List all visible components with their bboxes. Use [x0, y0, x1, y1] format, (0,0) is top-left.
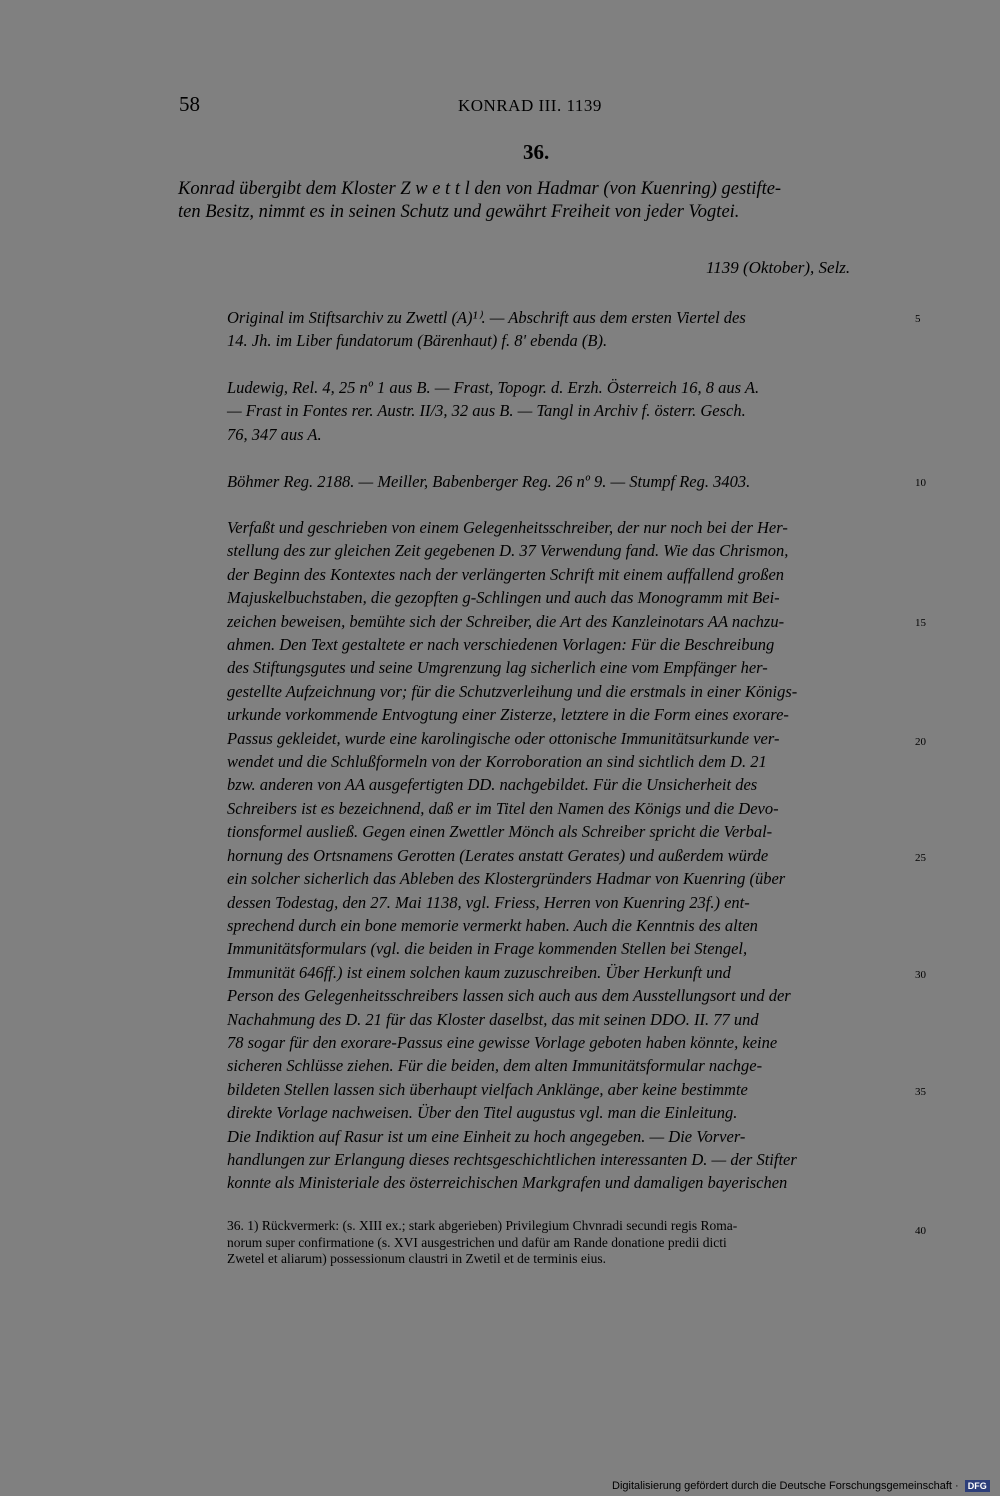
commentary-line: Passus gekleidet, wurde eine karolingische oder ottonische Immunitätsurkunde ver-	[227, 728, 780, 748]
commentary-line: Immunität 646ff.) ist einem solchen kaum zuzuschreiben. Über Herkunft und	[227, 962, 731, 982]
commentary-line: konnte als Ministeriale des österreichischen Markgrafen und damaligen bayerischen	[227, 1173, 788, 1193]
commentary-line: stellung des zur gleichen Zeit gegebenen D. 37 Verwendung fand. Wie das Chrismon,	[227, 541, 789, 561]
editions-paragraph	[227, 376, 907, 446]
commentary-line: der Beginn des Kontextes nach der verlängerten Schrift mit einem auffallend großen	[227, 564, 785, 584]
commentary-line: Verfaßt und geschrieben von einem Gelegenheitsschreiber, der nur noch bei der Her-	[227, 518, 788, 537]
page-number: 58	[179, 92, 200, 116]
line-number: 10	[915, 477, 926, 489]
commentary-line: handlungen zur Erlangung dieses rechtsgeschichtlichen interessanten D. — der Stifter	[227, 1149, 797, 1169]
footnote-line: norum super confirmatione (s. XVI ausgestrichen und dafür am Rande donatione predii dicti	[227, 1234, 727, 1250]
credit-text: Digitalisierung gefördert durch die Deutsche Forschungsgemeinschaft	[612, 1480, 952, 1492]
commentary-line: wendet und die Schlußformeln von der Korroboration an sind sichtlich dem D. 21	[227, 752, 767, 772]
line-number: 5	[915, 313, 921, 325]
document-number: 36.	[523, 140, 550, 164]
commentary-line: tionsformel ausließ. Gegen einen Zwettler Mönch als Schreiber spricht die Verbal-	[227, 822, 773, 842]
commentary-line: bzw. anderen von AA ausgefertigten DD. nachgebildet. Für die Unsicherheit des	[227, 775, 758, 795]
line-number: 25	[915, 852, 926, 864]
summary-line: ten Besitz, nimmt es in seinen Schutz und gewährt Freiheit von jeder Vogtei.	[178, 202, 740, 222]
footnote-line: Zwetel et aliarum) possessionum claustri in Zwetil et de terminis eius.	[227, 1251, 607, 1266]
commentary-line: ahmen. Den Text gestaltete er nach verschiedenen Vorlagen: Für die Beschreibung	[227, 635, 775, 655]
commentary-line: Nachahmung des D. 21 für das Kloster daselbst, das mit seinen DDO. II. 77 und	[227, 1009, 759, 1029]
editions-line: 76, 347 aus A.	[227, 424, 322, 444]
commentary-line: zeichen beweisen, bemühte sich der Schreiber, die Art des Kanzleinotars AA nachzu-	[227, 611, 785, 631]
commentary-line: ein solcher sicherlich das Ableben des Klostergründers Hadmar von Kuenring (über	[227, 869, 786, 889]
commentary-line: Die Indiktion auf Rasur ist um eine Einheit zu hoch angegeben. — Die Vorver-	[227, 1126, 746, 1146]
commentary-line: sicheren Schlüsse ziehen. Für die beiden, dem alten Immunitätsformular nachge-	[227, 1056, 763, 1076]
regesta-line: Böhmer Reg. 2188. — Meiller, Babenberger Reg. 26 nº 9. — Stumpf Reg. 3403.	[227, 472, 751, 491]
commentary-line: 78 sogar für den exorare-Passus eine gewisse Vorlage geboten haben könnte, keine	[227, 1032, 778, 1052]
line-number: 30	[915, 969, 926, 981]
commentary-line: sprechend durch ein bone memorie vermerkt haben. Auch die Kenntnis des alten	[227, 915, 758, 935]
running-title: KONRAD III. 1139	[458, 96, 602, 115]
summary	[178, 178, 894, 224]
regesta-paragraph	[227, 470, 907, 493]
line-number: 15	[915, 617, 926, 629]
commentary-line: des Stiftungsgutes und seine Umgrenzung lag sicherlich eine vom Empfänger her-	[227, 658, 768, 678]
commentary-paragraph	[227, 516, 907, 1195]
dfg-logo: DFG	[965, 1480, 990, 1492]
summary-line: Konrad übergibt dem Kloster Z w e t t l den von Hadmar (von Kuenring) gestifte-	[178, 179, 782, 199]
editions-line: — Frast in Fontes rer. Austr. II/3, 32 aus B. — Tangl in Archiv f. österr. Gesch.	[227, 401, 746, 421]
footnote-line: 36. 1) Rückvermerk: (s. XIII ex.; stark abgerieben) Privilegium Chvnradi secundi regis Roma-	[227, 1218, 738, 1233]
commentary-line: direkte Vorlage nachweisen. Über den Titel augustus vgl. man die Einleitung.	[227, 1103, 738, 1123]
commentary-line: Immunitätsformulars (vgl. die beiden in Frage kommenden Stellen bei Stengel,	[227, 939, 748, 959]
commentary-line: Majuskelbuchstaben, die gezopften g-Schlingen und auch das Monogramm mit Bei-	[227, 588, 780, 608]
commentary-line: hornung des Ortsnamens Gerotten (Lerates anstatt Gerates) und außerdem würde	[227, 845, 769, 865]
commentary-line: Person des Gelegenheitsschreibers lassen sich auch aus dem Ausstellungsort und der	[227, 986, 791, 1006]
commentary-line: urkunde vorkommende Entvogtung einer Zisterze, letztere in die Form eines exorare-	[227, 705, 789, 725]
tradition-line: Original im Stiftsarchiv zu Zwettl (A)¹⁾. — Abschrift aus dem ersten Viertel des	[227, 308, 746, 327]
commentary-line: bildeten Stellen lassen sich überhaupt vielfach Anklänge, aber keine bestimmte	[227, 1079, 748, 1099]
commentary-line: gestellte Aufzeichnung vor; für die Schutzverleihung und die erstmals in einer Königs-	[227, 681, 798, 701]
digitization-credit: Digitalisierung gefördert durch die Deutsche Forschungsgemeinschaft · DFG	[612, 1480, 990, 1492]
line-number: 40	[915, 1225, 926, 1237]
line-number: 35	[915, 1086, 926, 1098]
date-place: 1139 (Oktober), Selz.	[706, 258, 851, 277]
tradition-paragraph	[227, 306, 907, 353]
commentary-line: Schreibers ist es bezeichnend, daß er im Titel den Namen des Königs und die Devo-	[227, 798, 779, 818]
footnote	[227, 1218, 907, 1268]
line-number: 20	[915, 736, 926, 748]
tradition-line: 14. Jh. im Liber fundatorum (Bärenhaut) f. 8' ebenda (B).	[227, 331, 608, 351]
editions-line: Ludewig, Rel. 4, 25 nº 1 aus B. — Frast, Topogr. d. Erzh. Österreich 16, 8 aus A.	[227, 378, 760, 397]
commentary-line: dessen Todestag, den 27. Mai 1138, vgl. Friess, Herren von Kuenring 23f.) ent-	[227, 892, 750, 912]
